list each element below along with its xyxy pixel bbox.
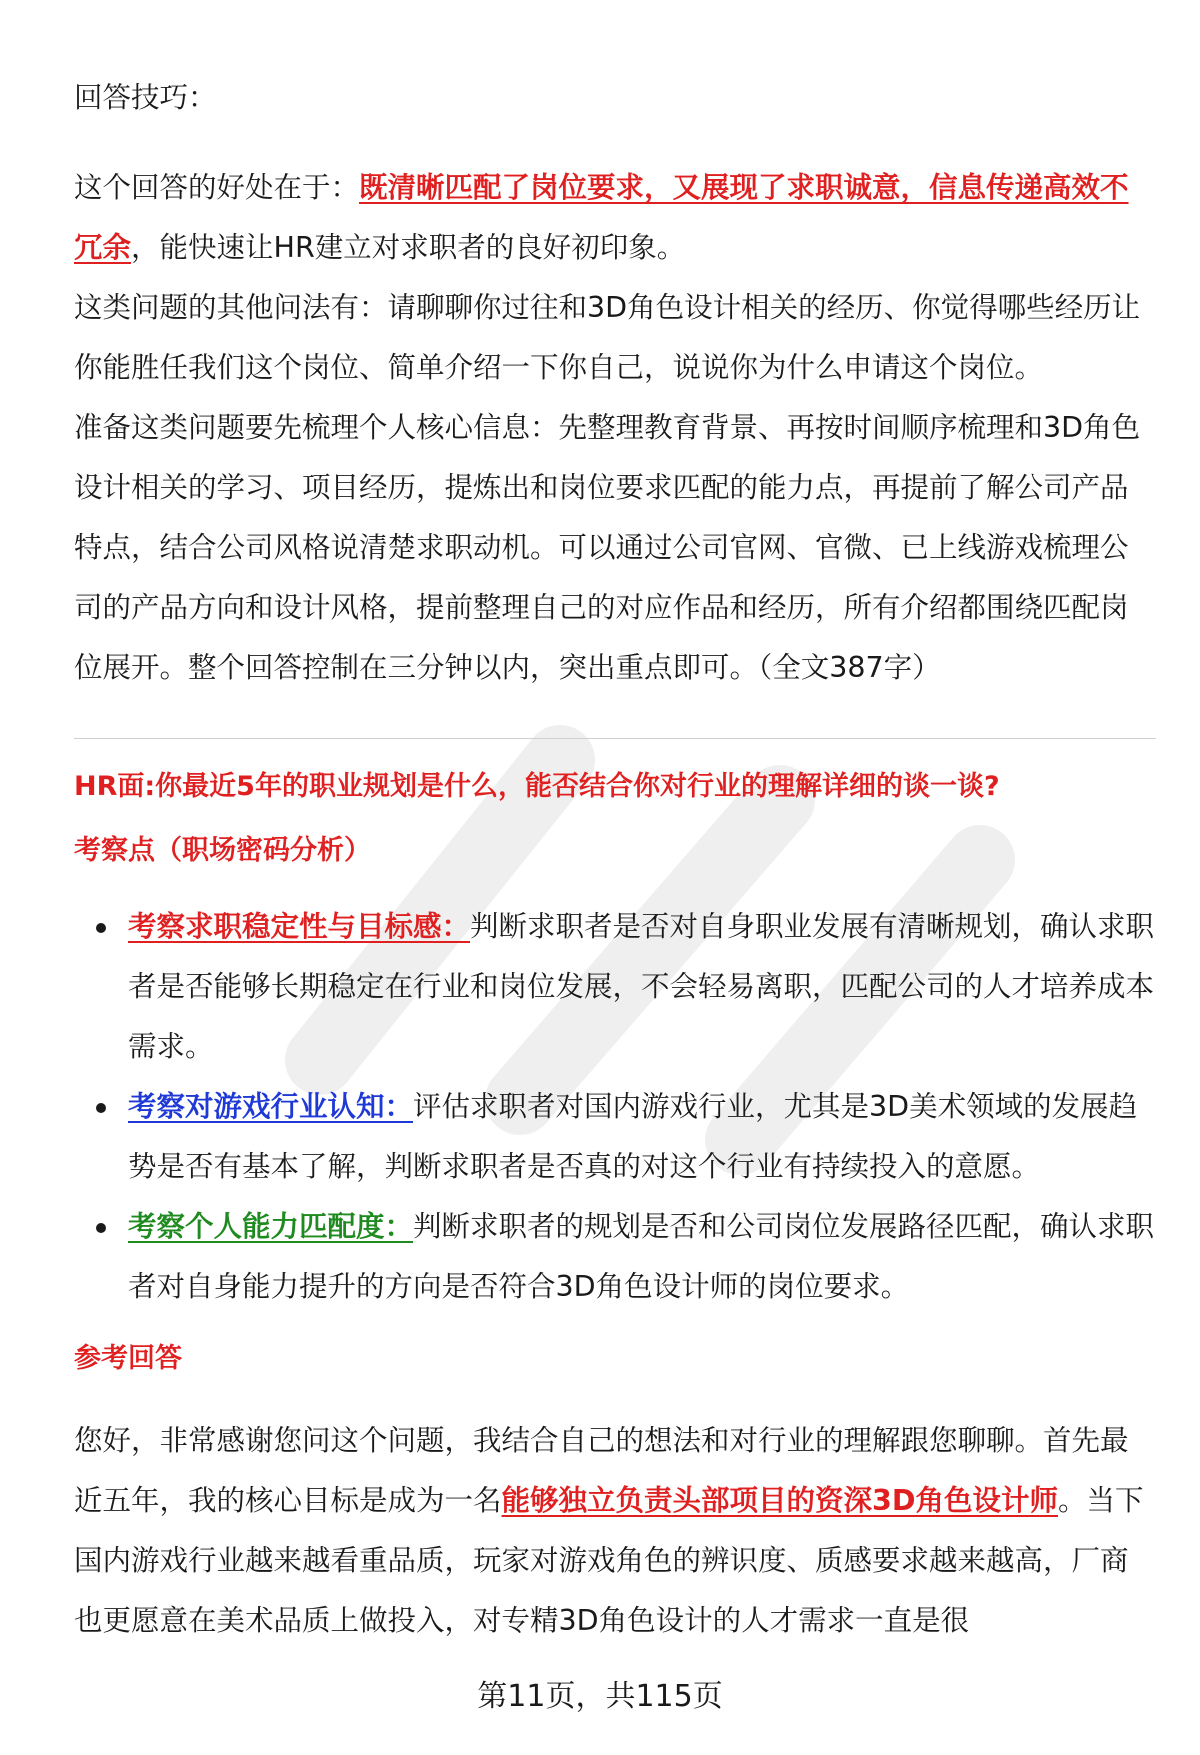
reference-lead: 您好，非常感谢您问这个问题，我结合自己的想法和对行业的理解跟您聊聊。首先最近五年，我的核心目标是成为一名 [74,1424,1129,1517]
benefit-lead: 这个回答的好处在于： [74,171,360,204]
main-content [74,68,1156,1651]
other-ways-paragraph: 这类问题的其他问法有：请聊聊你过往和3D角色设计相关的经历、你觉得哪些经历让你能胜任我们这个岗位、简单介绍一下你自己，说说你为什么申请这个岗位。 [74,291,1141,384]
reference-heading: 参考回答 [74,1343,182,1374]
benefit-tail: ，能快速让HR建立对求职者的良好初印象。 [131,231,686,264]
reference-paragraph [74,1411,1156,1651]
reference-highlight: 能够独立负责头部项目的资深3D角色设计师 [501,1484,1059,1517]
focus-point-text: 评估求职者对国内游戏行业，尤其是3D美术领域的发展趋势是否有基本了解，判断求职者是否真的对这个行业有持续投入的意愿。 [128,1090,1138,1183]
prepare-paragraph: 准备这类问题要先梳理个人核心信息：先整理教育背景、再按时间顺序梳理和3D角色设计相关的学习、项目经历，提炼出和岗位要求匹配的能力点，再提前了解公司产品特点，结合公司风格说清楚求职动机。可以通过公司官网、官微、已上线游戏梳理公司的产品方向和设计风格，提前整理自己的对应作品和经历，所有介绍都围绕匹配岗位展开。整个回答控制在三分钟以内，突出重点即可。（全文387字） [74,411,1141,684]
reference-tail: 。当下国内游戏行业越来越看重品质，玩家对游戏角色的辨识度、质感要求越来越高，厂商也更愿意在美术品质上做投入，对专精3D角色设计的人才需求一直是很 [74,1484,1144,1637]
focus-point-text: 判断求职者是否对自身职业发展有清晰规划，确认求职者是否能够长期稳定在行业和岗位发展，不会轻易离职，匹配公司的人才培养成本需求。 [128,910,1155,1063]
bullet-icon [96,1103,106,1113]
focus-point-label: 考察求职稳定性与目标感： [128,910,471,943]
bullet-icon [96,1223,106,1233]
focus-point-text: 判断求职者的规划是否和公司岗位发展路径匹配，确认求职者对自身能力提升的方向是否符合3D角色设计师的岗位要求。 [128,1210,1155,1303]
page-number-footer: 第11页，共115页 [477,1679,723,1714]
focus-point [74,1077,1156,1197]
benefit-highlight: 既清晰匹配了岗位要求，又展现了求职诚意，信息传递高效不冗余 [74,171,1129,264]
focus-point [74,1197,1156,1317]
tips-title: 回答技巧： [74,81,217,114]
focus-point [74,897,1156,1077]
focus-points-list [74,897,1156,1317]
benefit-paragraph [74,158,1156,278]
focus-point-label: 考察个人能力匹配度： [128,1210,414,1243]
focus-point-label: 考察对游戏行业认知： [128,1090,414,1123]
question-heading: HR面:你最近5年的职业规划是什么，能否结合你对行业的理解详细的谈一谈? [74,771,1000,802]
focus-heading: 考察点（职场密码分析） [74,835,371,866]
bullet-icon [96,923,106,933]
